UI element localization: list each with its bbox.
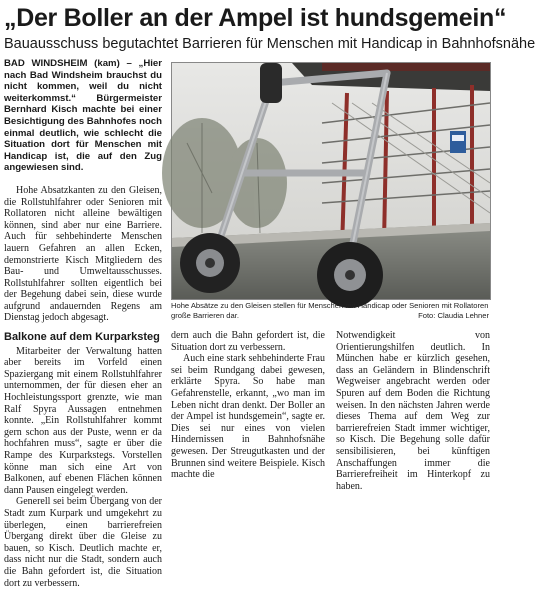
photo-credit: Foto: Claudia Lehner [418,310,489,320]
rollator-platform-photo [172,63,490,299]
article-paragraph: Generell sei beim Übergang von der Stadt zum Kurpark und umgekehrt zu überlegen, einen barrierefreien Übergang direkt über die Gleise zu bauen, so Kisch. Deutlich machte er, dass nicht nur die Stadt, sondern auch die Bahn gefordert ist, die Situation dort zu verbessern. [4,496,162,589]
article-paragraph: Hohe Absatzkanten zu den Gleisen, die Rollstuhlfahrer oder Senioren mit Rollatoren nicht alleine bewältigen können, sind aber nur eine Barriere. Auch für sehbehinderte Menschen lauern Gefahren an allen Ecken, demonstrierte Kisch Mitgliedern des Bau- und Umweltausschusses. Rollstuhlfahrer sollten eigentlich bei der Begehung dabei sein, diese wurde aufgrund andauernden Regens am Dienstag jedoch abgesagt. [4,184,162,324]
photo-caption [171,301,489,320]
text-column-2 [171,330,325,481]
article-paragraph: Auch eine stark sehbehinderte Frau sei beim Rundgang dabei gewesen, erklärte Spyra. So habe man Gefahrenstelle, erkannt, „wo man im Leben nicht dran denkt. Der Boller an der Ampel ist hundsgemein“, sagte er. Dies sei nur eines von vielen Hindernissen in Bahnhofsnähe gewesen. Der Streugutkasten und der Brunnen sind weitere Beispiele. Kisch machte die [171,353,325,481]
text-column-1 [4,58,162,589]
article-paragraph: Notwendigkeit von Orientierungshilfen deutlich. In München habe er kürzlich gesehen, dass an Geländern in Blindenschrift Wegweiser angebracht werden oder Spuren auf dem Boden die Richtung weisen. In den nächsten Jahren werde dieses Thema auf dem Weg zur barrierefreien Stadt immer wichtiger, so Kisch. Die Begehung solle dafür sensibilisieren, bei künftigen Anschaffungen immer die Barrierefreiheit im Hinterkopf zu haben. [336,330,490,492]
section-heading: Balkone auf dem Kurparksteg [4,331,160,344]
caption-text: Hohe Absätze zu den Gleisen stellen für Menschen mit Handicap oder Senioren mit Rollatoren große Barrieren dar. [171,301,489,320]
text-column-3 [336,330,490,492]
article-subheadline: Bauausschuss begutachtet Barrieren für Menschen mit Handicap in Bahnhofsnähe [4,36,535,52]
article-lead: BAD WINDSHEIM (kam) – „Hier nach Bad Windsheim brauchst du nicht kommen, weil du nicht weiterkommst.“ Bürgermeister Bernhard Kisch machte bei einer Besichtigung des Bahnhofes noch einmal deutlich, wie schlecht die Situation dort für Menschen mit Handicap ist, die auf den Zug angewiesen sind. [4,58,162,174]
article-photo [171,62,491,300]
article-headline: „Der Boller an der Ampel ist hundsgemein“ [4,4,507,32]
article-paragraph: Mitarbeiter der Verwaltung hatten aber bereits im Vorfeld einen Spaziergang mit einem Rollstuhlfahrer unternommen, der für diesen eher an Hochleistungssport grenzte, wie man Ralf Spyra Aussagen entnehmen konnte. „Ein Rollstuhlfahrer kommt gern schon aus der Puste, wenn er da hochfahren muss“, sagte er über die Rampe des Kurparkstegs. Vorstellen könne man sich eine Art von Balkonen, auf ebenen Flächen können dann Pausen eingelegt werden. [4,345,162,496]
article-paragraph: dern auch die Bahn gefordert ist, die Situation dort zu verbessern. [171,330,325,353]
